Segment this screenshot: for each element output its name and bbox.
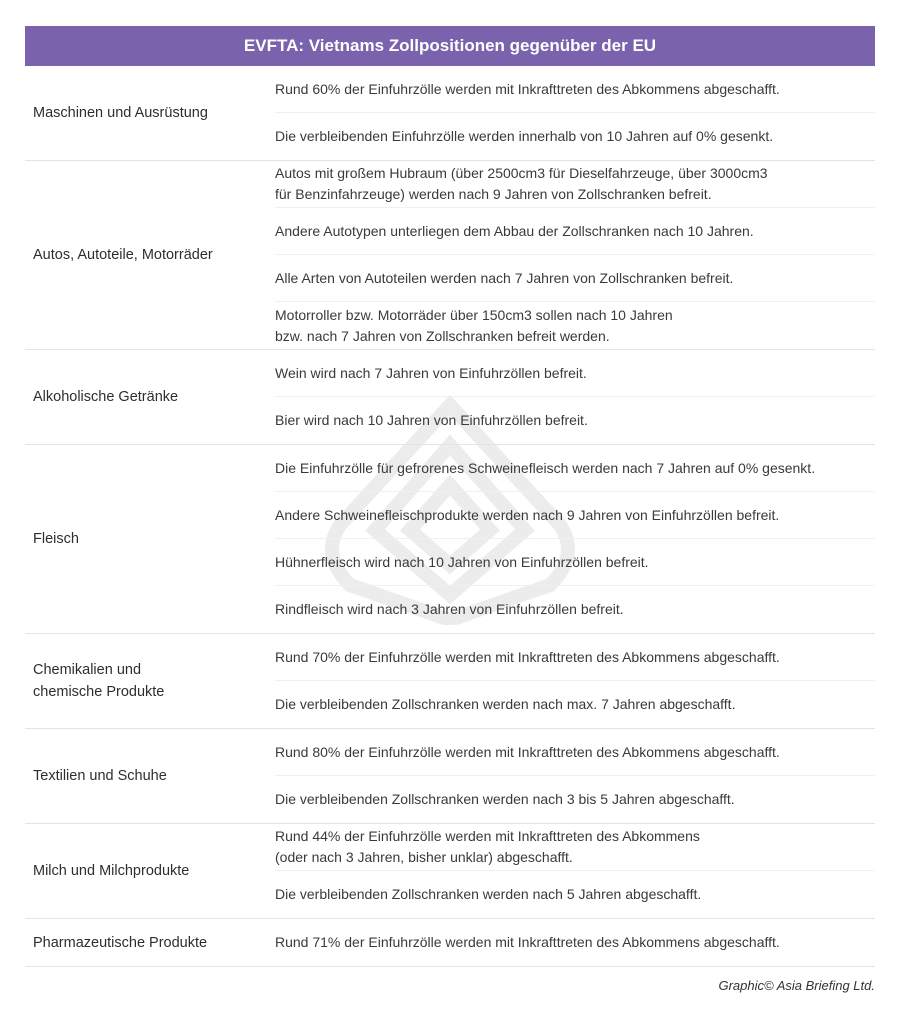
list-item: Andere Autotypen unterliegen dem Abbau der Zollschranken nach 10 Jahren. (275, 208, 875, 255)
table-row-alkohol (25, 350, 875, 445)
list-item: Motorroller bzw. Motorräder über 150cm3 sollen nach 10 Jahren bzw. nach 7 Jahren von Zollschranken befreit werden. (275, 306, 673, 344)
list-item: Alle Arten von Autoteilen werden nach 7 Jahren von Zollschranken befreit. (275, 255, 875, 302)
category-label: Milch und Milchprodukte (33, 863, 190, 879)
table-title: EVFTA: Vietnams Zollpositionen gegenüber der EU (25, 26, 875, 66)
list-item: Hühnerfleisch wird nach 10 Jahren von Einfuhrzöllen befreit. (275, 539, 875, 586)
table-row-autos (25, 161, 875, 350)
list-item: Rund 70% der Einfuhrzölle werden mit Inkrafttreten des Abkommens abgeschafft. (275, 634, 875, 681)
table-row-pharma (25, 919, 875, 967)
category-label: Fleisch (33, 531, 79, 547)
category-label: Pharmazeutische Produkte (33, 934, 208, 951)
category-label: Textilien und Schuhe (33, 768, 167, 784)
table-row-fleisch (25, 445, 875, 634)
list-item: Wein wird nach 7 Jahren von Einfuhrzöllen befreit. (275, 350, 875, 397)
list-item: Rund 44% der Einfuhrzölle werden mit Inkrafttreten des Abkommens (oder nach 3 Jahren, bisher unklar) abgeschafft. (275, 824, 875, 871)
category-label: Autos, Autoteile, Motorräder (33, 247, 213, 263)
table-row-textilien (25, 729, 875, 824)
table-row-chemikalien (25, 634, 875, 729)
table-row-maschinen (25, 66, 875, 161)
list-item: Die verbleibenden Zollschranken werden nach max. 7 Jahren abgeschafft. (275, 696, 736, 712)
list-item: Andere Schweinefleischprodukte werden nach 9 Jahren von Einfuhrzöllen befreit. (275, 492, 875, 539)
list-item: Rindfleisch wird nach 3 Jahren von Einfuhrzöllen befreit. (275, 601, 624, 617)
tariff-table (25, 26, 875, 967)
list-item: Die Einfuhrzölle für gefrorenes Schweinefleisch werden nach 7 Jahren auf 0% gesenkt. (275, 445, 875, 492)
category-label: Alkoholische Getränke (33, 389, 179, 405)
category-label: Chemikalien und chemische Produkte (33, 662, 165, 700)
list-item: Rund 60% der Einfuhrzölle werden mit Inkrafttreten des Abkommens abgeschafft. (275, 66, 875, 113)
list-item: Die verbleibenden Einfuhrzölle werden innerhalb von 10 Jahren auf 0% gesenkt. (275, 128, 774, 144)
list-item: Autos mit großem Hubraum (über 2500cm3 für Dieselfahrzeuge, über 3000cm3 für Benzinfahrzeuge) werden nach 9 Jahren von Zollschranken befreit. (275, 161, 875, 208)
list-item: Rund 71% der Einfuhrzölle werden mit Inkrafttreten des Abkommens abgeschafft. (275, 934, 780, 950)
category-label: Maschinen und Ausrüstung (33, 105, 208, 121)
list-item: Bier wird nach 10 Jahren von Einfuhrzöllen befreit. (275, 412, 588, 428)
list-item: Die verbleibenden Zollschranken werden nach 3 bis 5 Jahren abgeschafft. (275, 791, 735, 807)
table-row-milch (25, 824, 875, 919)
list-item: Die verbleibenden Zollschranken werden nach 5 Jahren abgeschafft. (275, 886, 702, 902)
list-item: Rund 80% der Einfuhrzölle werden mit Inkrafttreten des Abkommens abgeschafft. (275, 729, 875, 776)
copyright-credit: Graphic© Asia Briefing Ltd. (718, 978, 875, 993)
